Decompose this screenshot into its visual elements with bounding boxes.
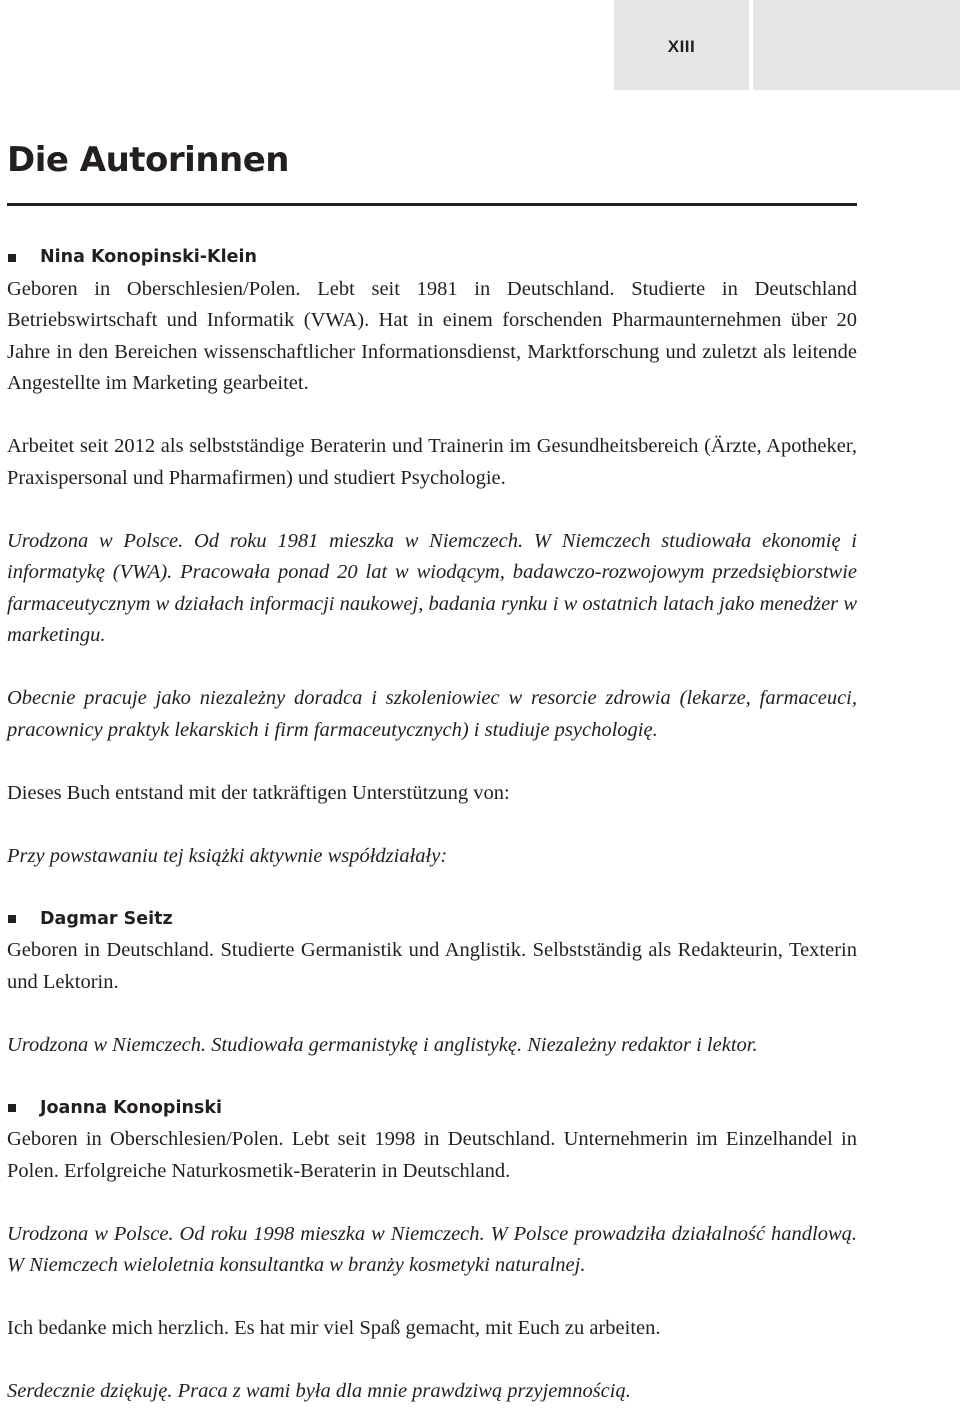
author-bio-de: Geboren in Deutschland. Studierte Germanistik und Anglistik. Selbstständig als Redakteurin, Texterin und Lektorin. [7,939,857,993]
author-bio-de: Geboren in Oberschlesien/Polen. Lebt seit 1998 in Deutschland. Unternehmerin im Einzelhandel in Polen. Erfolgreiche Naturkosmetik-Beraterin in Deutschland. [7,1128,857,1182]
closing-note-de: Ich bedanke mich herzlich. Es hat mir viel Spaß gemacht, mit Euch zu arbeiten. [7,1317,661,1339]
square-bullet-icon [8,254,16,262]
author-name: Nina Konopinski-Klein [40,247,257,267]
title-rule [7,203,857,206]
page-tab-decoration [753,0,960,90]
author-bio-pl: Urodzona w Niemczech. Studiowała germanistykę i anglistykę. Niezależny redaktor i lektor. [7,1033,758,1056]
support-note-pl: Przy powstawaniu tej książki aktywnie współdziałały: [7,844,448,867]
author-heading [7,904,857,936]
page-number-tab [614,0,749,90]
author-bio-pl: Urodzona w Polsce. Od roku 1981 mieszka w Niemczech. W Niemczech studiowała ekonomię i informatykę (VWA). Pracowała ponad 20 lat w wiodącym, badawczo-rozwojowym przedsiębiorstwie farmaceutycznym w działach informacji naukowej, badania rynku i w ostatnich latach jako menedżer w marketingu. [7,529,857,646]
author-bio-pl: Obecnie pracuje jako niezależny doradca i szkoleniowiec w resorcie zdrowia (lekarze, farmaceuci, pracownicy praktyk lekarskich i firm farmaceutycznych) i studiuje psychologię. [7,687,857,741]
author-bio-de: Geboren in Oberschlesien/Polen. Lebt seit 1981 in Deutschland. Studierte in Deutschland Betriebswirtschaft und Informatik (VWA). Hat in einem forschenden Pharmaunternehmen über 20 Jahre in den Bereichen wissenschaftlicher Informationsdienst, Marktforschung und zuletzt als leitende Angestellte im Marketing gearbeitet. [7,277,857,394]
support-note-de: Dieses Buch entstand mit der tatkräftigen Unterstützung von: [7,781,510,804]
author-bio-pl: Urodzona w Polsce. Od roku 1998 mieszka w Niemczech. W Polsce prowadziła działalność handlową. W Niemczech wieloletnia konsultantka w branży kosmetyki naturalnej. [7,1222,857,1276]
square-bullet-icon [8,915,16,923]
author-bio-de: Arbeitet seit 2012 als selbstständige Beraterin und Trainerin im Gesundheitsbereich (Ärzte, Apotheker, Praxispersonal und Pharmafirmen) und studiert Psychologie. [7,435,857,489]
author-heading [7,1093,857,1125]
author-name: Dagmar Seitz [40,908,173,929]
author-name: Joanna Konopinski [40,1097,222,1118]
closing-note-pl: Serdecznie dziękuję. Praca z wami była dla mnie prawdziwą przyjemnością. [7,1380,631,1402]
page-number: XIII [667,37,696,56]
square-bullet-icon [8,1104,16,1112]
page-title: Die Autorinnen [7,140,289,180]
page-content [7,242,857,1408]
author-heading [7,242,857,274]
